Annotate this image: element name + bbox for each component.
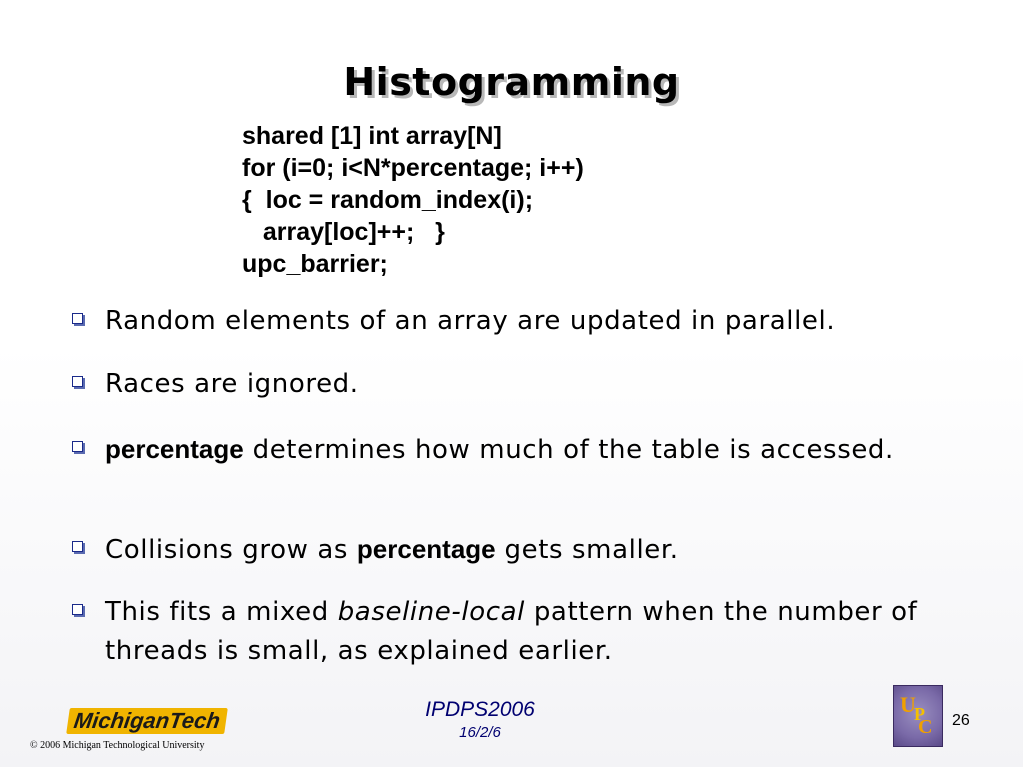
page-number: 26 <box>952 712 970 729</box>
keyword-percentage: percentage <box>105 434 244 464</box>
bullet-text: Collisions grow as percentage gets smaller. <box>105 534 679 565</box>
emphasis-baseline-local: baseline-local <box>337 597 525 627</box>
footer-date: 16/2/6 <box>459 724 501 741</box>
square-bullet-icon <box>72 541 83 552</box>
bullet-text: Races are ignored. <box>105 369 359 399</box>
code-line: shared [1] int array[N] <box>242 122 502 150</box>
footer-center <box>380 698 580 741</box>
bullet-text: percentage determines how much of the table is accessed. <box>105 434 894 465</box>
upc-logo-icon <box>893 685 943 747</box>
code-line: upc_barrier; <box>242 250 388 278</box>
copyright-text: © 2006 Michigan Technological University <box>30 740 205 751</box>
upc-logo-p: P <box>914 704 925 724</box>
conference-name: IPDPS2006 <box>425 698 535 721</box>
square-bullet-icon <box>72 441 83 452</box>
code-line: for (i=0; i<N*percentage; i++) <box>242 154 584 182</box>
bullet-text: This fits a mixed baseline-local pattern when the number of threads is small, as explained earlier. <box>105 597 918 666</box>
michigan-tech-logo: MichiganTech <box>66 708 228 734</box>
code-line: array[loc]++; } <box>242 218 445 246</box>
slide-title: Histogramming <box>343 60 680 104</box>
square-bullet-icon <box>72 376 83 387</box>
keyword-percentage: percentage <box>356 534 496 564</box>
bullet-text: Random elements of an array are updated in parallel. <box>105 306 836 336</box>
code-line: { loc = random_index(i); <box>242 186 534 214</box>
code-block <box>242 120 584 280</box>
square-bullet-icon <box>72 313 83 324</box>
upc-logo-c: C <box>918 716 933 738</box>
upc-logo-u: U <box>900 692 916 717</box>
square-bullet-icon <box>72 604 83 615</box>
